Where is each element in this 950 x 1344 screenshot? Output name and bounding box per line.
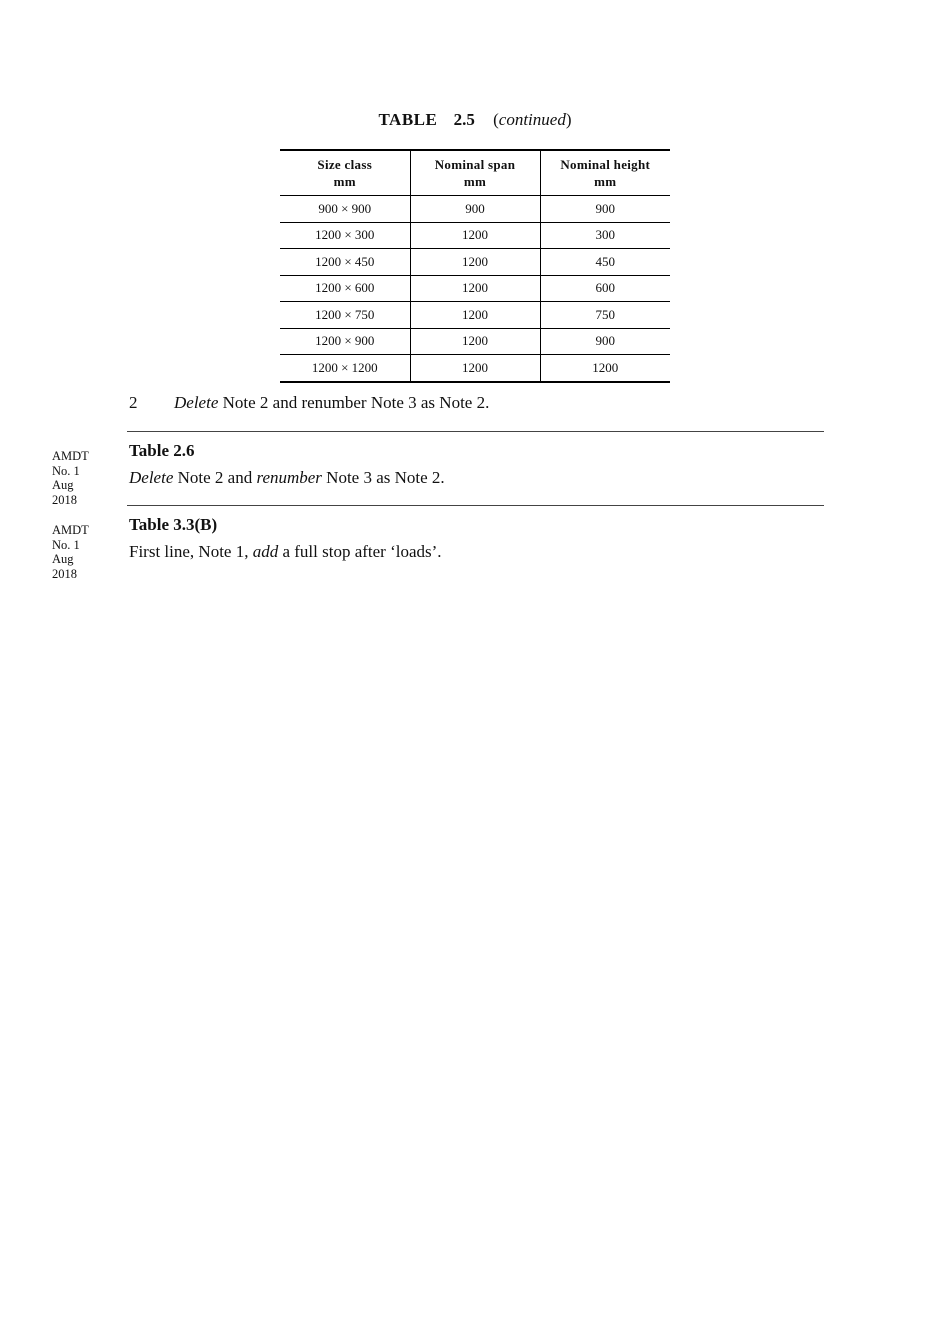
cell-nominal-height: 600 — [540, 275, 670, 302]
cell-size-class: 900 × 900 — [280, 196, 410, 223]
table-title-continued: (continued) — [493, 110, 572, 129]
cell-nominal-span: 1200 — [410, 222, 540, 249]
cell-nominal-height: 1200 — [540, 355, 670, 382]
header-nominal-span: Nominal span mm — [410, 150, 540, 196]
table-row — [280, 249, 670, 276]
amendment-heading: Table 3.3(B) — [129, 515, 218, 534]
cell-nominal-span: 1200 — [410, 249, 540, 276]
table-title-number: 2.5 — [453, 110, 475, 129]
cell-size-class: 1200 × 450 — [280, 249, 410, 276]
cell-size-class: 1200 × 300 — [280, 222, 410, 249]
cell-nominal-height: 450 — [540, 249, 670, 276]
section-divider — [127, 505, 824, 506]
cell-nominal-span: 1200 — [410, 302, 540, 329]
size-table — [280, 149, 670, 383]
amendment-margin-note: AMDT No. 1 Aug 2018 — [52, 449, 89, 507]
cell-size-class: 1200 × 900 — [280, 328, 410, 355]
table-row — [280, 222, 670, 249]
table-header-row — [280, 150, 670, 196]
cell-nominal-height: 750 — [540, 302, 670, 329]
table-row — [280, 196, 670, 223]
cell-nominal-height: 900 — [540, 196, 670, 223]
cell-nominal-span: 1200 — [410, 355, 540, 382]
header-size-class: Size class mm — [280, 150, 410, 196]
cell-size-class: 1200 × 1200 — [280, 355, 410, 382]
header-nominal-height: Nominal height mm — [540, 150, 670, 196]
section-divider — [127, 431, 824, 432]
note-text: Note 2 and renumber Note 3 as Note 2. — [218, 393, 490, 412]
cell-size-class: 1200 × 750 — [280, 302, 410, 329]
cell-nominal-span: 1200 — [410, 275, 540, 302]
amendment-body: Delete Note 2 and renumber Note 3 as Note 2. — [129, 468, 445, 487]
amendment-heading: Table 2.6 — [129, 441, 195, 460]
note-verb: Delete — [174, 393, 219, 412]
table-row — [280, 328, 670, 355]
cell-nominal-height: 900 — [540, 328, 670, 355]
cell-nominal-height: 300 — [540, 222, 670, 249]
table-row — [280, 302, 670, 329]
note-number: 2 — [129, 393, 138, 412]
note-2-instruction — [129, 393, 489, 413]
table-row — [280, 355, 670, 382]
cell-size-class: 1200 × 600 — [280, 275, 410, 302]
amendment-body: First line, Note 1, add a full stop after ‘loads’. — [129, 542, 442, 561]
cell-nominal-span: 900 — [410, 196, 540, 223]
amendment-margin-note: AMDT No. 1 Aug 2018 — [52, 523, 89, 581]
cell-nominal-span: 1200 — [410, 328, 540, 355]
table-title-label: TABLE — [378, 110, 438, 129]
table-row — [280, 275, 670, 302]
table-title — [0, 110, 950, 130]
